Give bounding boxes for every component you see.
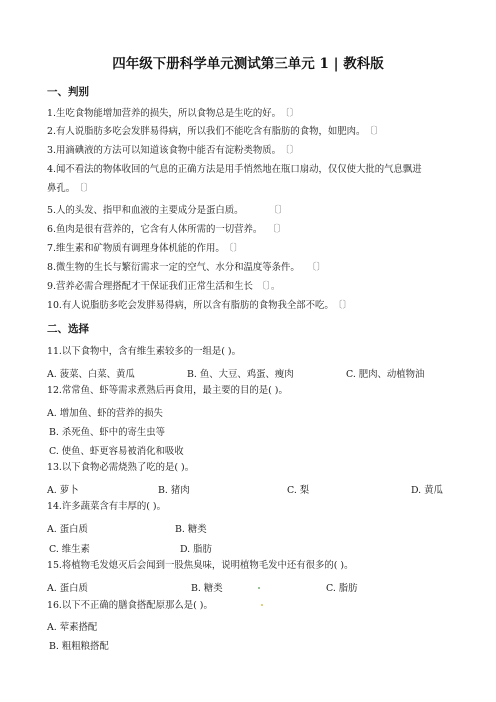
answer-paren: 〔〕。 [256,281,281,292]
question-12: 12.常常鱼、虾等需求煮熟后再食用，最主要的目的是( )。 [47,385,288,396]
q13-option-c: C. 梨 [287,485,310,496]
q15-option-a: A. 蛋白质 [47,583,88,594]
section-heading-judgement: 一、判别 [47,86,89,98]
item-text: 8.微生物的生长与繁衍需求一定的空气、水分和温度等条件。 [47,262,300,273]
item-text: 6.鱼肉是很有营养的，它含有人体所需的一切营养。 [47,224,263,235]
item-text: 9.营养必需合理搭配才干保证我们正常生活和生长 [47,281,253,292]
judgement-item-1 [47,108,299,120]
item-text: 7.维生素和矿物质有调理身体机能的作用。 [47,243,225,254]
question-14: 14.许多蔬菜含有丰厚的( )。 [47,501,166,512]
answer-paren: 〔〕 [273,205,288,216]
answer-paren: 〔〕 [311,262,326,273]
item-text: 鼻孔。 [47,183,76,194]
q11-option-a: A. 菠菜、白菜、黄瓜 [47,369,135,380]
answer-paren: 〔〕 [284,145,300,156]
answer-paren: 〔〕 [337,300,352,311]
answer-paren: 〔〕 [79,183,94,194]
judgement-item-6 [47,224,286,236]
q11-option-b: B. 鱼、大豆、鸡蛋、瘦肉 [187,369,294,380]
judgement-item-10 [47,300,352,312]
judgement-item-2 [47,126,383,138]
q14-option-a: A. 蛋白质 [47,524,88,535]
item-text: 2.有人说脂肪多吃会发胖易得病，所以我们不能吃含有脂肪的食物，如肥肉。 [47,126,366,137]
q12-option-b: B. 杀死鱼、虾中的寄生虫等 [49,427,165,438]
q13-option-b: B. 猪肉 [158,485,190,496]
answer-paren: 〔〕 [284,108,300,119]
question-13: 13.以下食物必需烧熟了吃的是( )。 [47,462,195,473]
q13-option-a: A. 萝卜 [47,485,79,496]
item-text: 3.用滴碘液的方法可以知道该食物中能否有淀粉类物质。 [47,145,281,156]
q15-option-b: B. 糖类 [191,583,223,594]
question-16: 16.以下不正确的膳食搭配原那么是( )。 [47,600,213,611]
item-text: 1.生吃食物能增加营养的损失，所以食物总是生吃的好。 [47,108,281,119]
stray-mark [261,604,263,606]
judgement-item-3 [47,145,299,157]
answer-paren: 〔〕 [228,243,243,254]
judgement-item-9 [47,281,280,293]
question-11: 11.以下食物中，含有维生素较多的一组是( )。 [47,346,241,357]
item-text: 5.人的头发、指甲和血液的主要成分是蛋白质。 [47,205,244,216]
q14-option-c: C. 维生素 [49,544,90,555]
q12-option-a: A. 增加鱼、虾的营养的损失 [47,408,163,419]
judgement-item-4 [47,164,426,176]
judgement-item-4-cont [47,183,93,195]
q13-option-d: D. 黄瓜 [411,485,443,496]
q14-option-d: D. 脂肪 [180,544,212,555]
stray-mark [258,587,260,589]
item-text: 4.闻不看法的物体收回的气息的正确方法是用手悄然地在瓶口扇动，仅仅使大批的气息飘进 [47,164,422,175]
document-title: 四年级下册科学单元测试第三单元 1 | 教科版 [112,56,384,72]
q14-option-b: B. 糖类 [175,524,207,535]
section-heading-choice: 二、选择 [47,323,89,335]
q12-option-c: C. 使鱼、虾更容易被消化和吸收 [49,446,184,457]
judgement-item-5 [47,205,288,217]
item-text: 10.有人说脂肪多吃会发胖易得病，所以含有脂肪的食物我全部不吃。 [47,300,334,311]
judgement-item-8 [47,262,326,274]
q16-option-a: A. 荤素搭配 [47,622,98,633]
answer-paren: 〔〕 [369,126,384,137]
q16-option-b: B. 粗粗粮搭配 [49,641,109,652]
judgement-item-7 [47,243,243,255]
answer-paren: 〔〕 [272,224,287,235]
q15-option-c: C. 脂肪 [326,583,358,594]
question-15: 15.将植物毛发熄灭后会闻到一股焦臭味，说明植物毛发中还有很多的( )。 [47,560,354,571]
q11-option-c: C. 肥肉、动植物油 [346,369,425,380]
